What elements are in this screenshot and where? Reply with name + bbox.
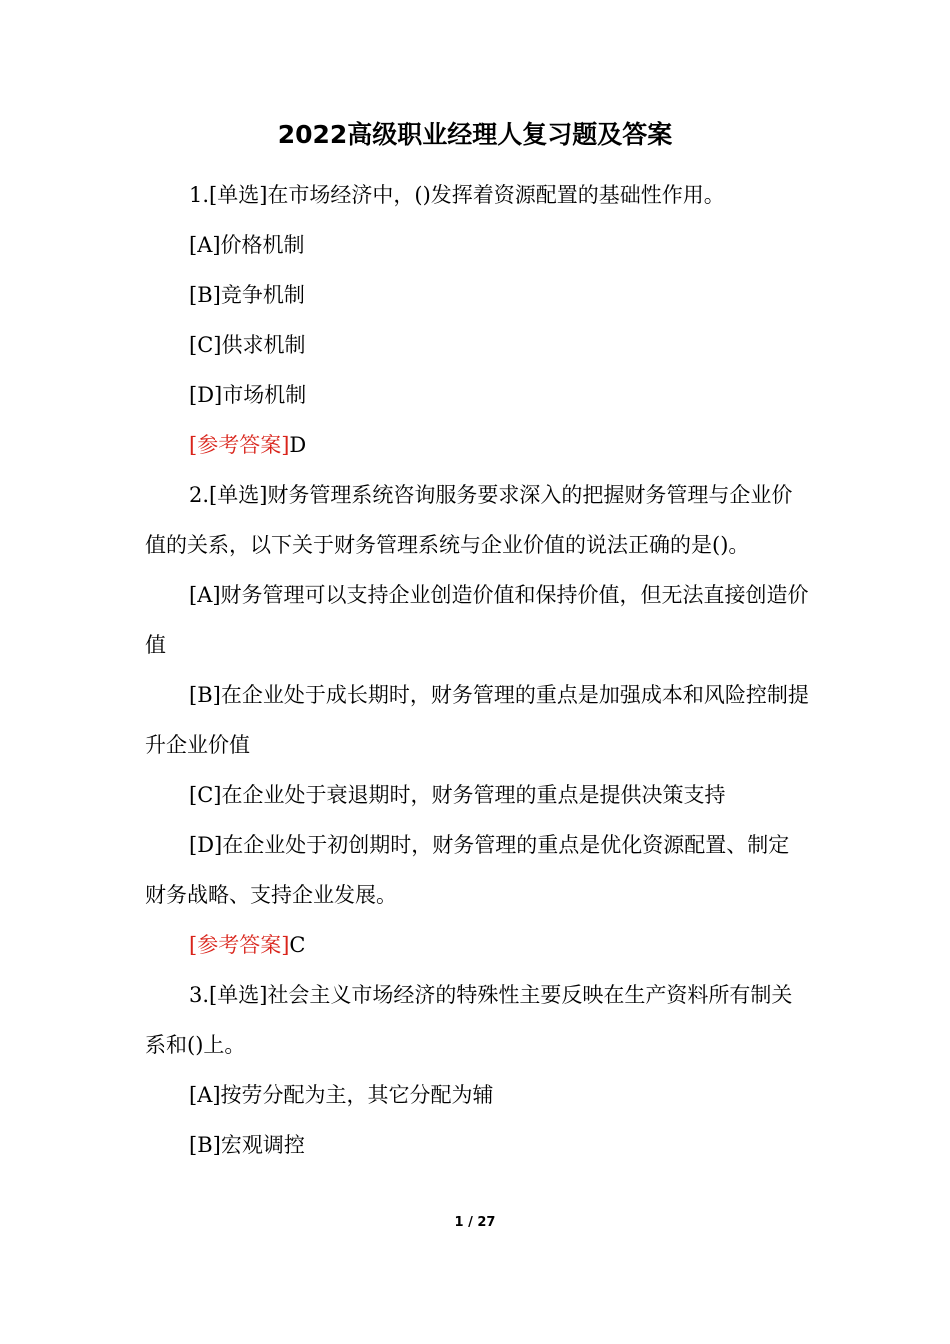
- question-option: [D]在企业处于初创期时，财务管理的重点是优化资源配置、制定财务战略、支持企业发展。: [145, 833, 790, 907]
- question-option: [A]按劳分配为主，其它分配为辅: [189, 1083, 494, 1107]
- page-number: [0, 1215, 950, 1230]
- question-option: [A]价格机制: [189, 233, 305, 257]
- answer-label: [参考答案]: [189, 433, 290, 457]
- question-option: [D]市场机制: [189, 383, 307, 407]
- question-option: [A]财务管理可以支持企业创造价值和保持价值，但无法直接创造价值: [145, 583, 809, 657]
- question-option: [B]宏观调控: [189, 1133, 305, 1157]
- question-option: [C]供求机制: [189, 333, 306, 357]
- document-title: 2022高级职业经理人复习题及答案: [277, 120, 673, 149]
- question-stem: 3.[单选]社会主义市场经济的特殊性主要反映在生产资料所有制关系和()上。: [145, 983, 793, 1057]
- answer-value: D: [289, 433, 307, 457]
- question-option: [C]在企业处于衰退期时，财务管理的重点是提供决策支持: [189, 783, 726, 807]
- question-stem: 1.[单选]在市场经济中，()发挥着资源配置的基础性作用。: [189, 183, 725, 207]
- question-stem: 2.[单选]财务管理系统咨询服务要求深入的把握财务管理与企业价值的关系，以下关于财务管理系统与企业价值的说法正确的是()。: [145, 483, 793, 557]
- document-body: [145, 170, 810, 1170]
- answer-line: [145, 920, 810, 970]
- page-current: 1: [454, 1215, 464, 1230]
- answer-line: [145, 420, 810, 470]
- page-total: 27: [477, 1215, 496, 1230]
- answer-label: [参考答案]: [189, 933, 290, 957]
- answer-value: C: [289, 933, 306, 957]
- page-separator: /: [468, 1215, 473, 1230]
- question-option: [B]在企业处于成长期时，财务管理的重点是加强成本和风险控制提升企业价值: [145, 683, 809, 757]
- question-option: [B]竞争机制: [189, 283, 305, 307]
